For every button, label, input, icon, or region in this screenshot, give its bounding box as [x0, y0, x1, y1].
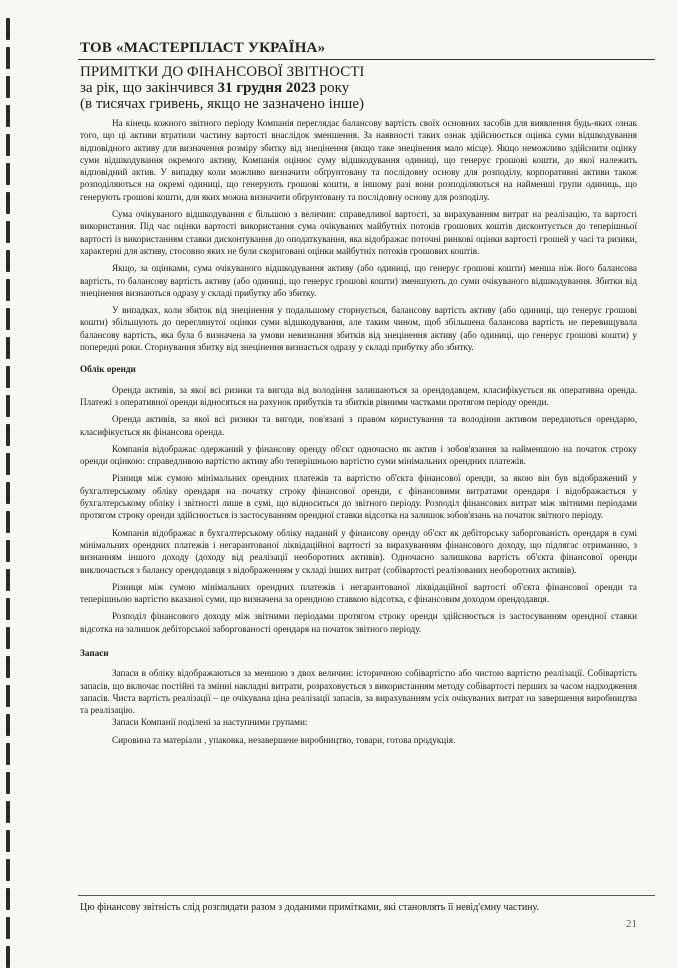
binding-hole [6, 192, 10, 214]
impairment-paragraph-4: У випадках, коли збиток від знецінення у подальшому сторнується, балансову вартість активу (або одиниці, що генерує грошові кошти) збільшують до переглянутої оцінки суми відшкодування, але таким чином, щоб збільшена балансова вартість не перевищувала балансову вартість, яка була б визначена за умови невизнання збитків від знецінення активу (або одиниці, що генерує грошові кошти) у попередні роки. Сторнування збитку від знецінення визнається одразу у складі прибутку або збитку. [80, 305, 637, 353]
binding-hole [6, 366, 10, 388]
document-title: ПРИМІТКИ ДО ФІНАНСОВОЇ ЗВІТНОСТІ [80, 64, 365, 80]
binding-hole [6, 18, 10, 40]
binding-hole [6, 424, 10, 446]
binding-hole [6, 830, 10, 852]
inventories-paragraph-2: Запаси Компанії поділені за наступними групами: [112, 717, 308, 728]
period-line [80, 80, 364, 96]
impairment-paragraph-1: На кінець кожного звітного періоду Компанія переглядає балансову вартість своїх основних засобів для виявлення будь-яких ознак того, що ці активи втратили частину вартості внаслідок зменшення. За наявності таких ознак здійснюється оцінка суми відшкодування відповідного активу для визначення розміру збитку від знецінення (якщо таке знецінення мало місце). Якщо неможливо здійснити оцінку суми відшкодування окремого активу, Компанія оцінює суму відшкодування одиниці, що генерує грошові кошти, до якої належить відповідний актив. У випадку коли можливо визначити обґрунтовану та послідовну основу для розподілу, корпоративні активи також розподіляються на окремі одиниці, що генерують грошові кошти, в іншому разі вони розподіляються на найменші групи одиниць, що генерують грошові кошти, для яких можна визначити обґрунтовану та послідовну основу для розподілу. [80, 118, 637, 202]
binding-hole [6, 685, 10, 707]
binding-hole [6, 772, 10, 794]
binding-hole [6, 656, 10, 678]
binding-hole [6, 337, 10, 359]
binding-hole [6, 743, 10, 765]
binding-hole [6, 482, 10, 504]
binding-hole [6, 221, 10, 243]
page-number: 21 [626, 918, 637, 930]
binding-hole [6, 540, 10, 562]
leases-paragraph-2: Оренда активів, за якої всі ризики та вигоди, пов'язані з правом користування та володіння активом передаються орендарю, класифікується як фінансова оренда. [80, 414, 637, 437]
binding-hole [6, 627, 10, 649]
binding-hole [6, 279, 10, 301]
binding-strip [0, 0, 24, 959]
binding-hole [6, 250, 10, 272]
binding-hole [6, 395, 10, 417]
binding-hole [6, 598, 10, 620]
leases-heading: Облік оренди [80, 364, 136, 375]
currency-note: (в тисячах гривень, якщо не зазначено інше) [80, 96, 365, 112]
period-date: 31 грудня 2023 [217, 80, 316, 96]
period-prefix: за рік, що закінчився [80, 80, 218, 96]
binding-hole [6, 946, 10, 968]
leases-paragraph-1: Оренда активів, за якої всі ризики та вигода від володіння залишаються за орендодавцем, класифікується як оперативна оренда. Платежі з оперативної оренди відносяться на рахунок прибутків та збитків рівними частками протягом періоду оренди. [80, 384, 637, 407]
impairment-paragraph-3: Якщо, за оцінками, сума очікуваного відшкодування активу (або одиниці, що генерує грошові кошти) менша ніж його балансова вартість, то балансову вартість активу (або одиниці, що генерує грошові кошти) зменшують до суми очікуваного відшкодування. Збитки від знецінення визнаються одразу у складі прибутку або збитку. [80, 263, 637, 298]
inventories-heading: Запаси [80, 647, 109, 658]
footer-note: Цю фінансову звітність слід розглядати разом з доданими примітками, які становлять її невід'ємну частину. [80, 902, 540, 913]
binding-hole [6, 134, 10, 156]
notes-body [80, 117, 637, 746]
leases-paragraph-3: Компанія відображає одержаний у фінансову оренду об'єкт одночасно як актив і зобов'язання за найменшою на початок строку оренди оцінкою: справедливою вартістю активу або теперішньою вартістю суми мінімальних орендних платежів. [80, 443, 637, 467]
header-rule [78, 59, 655, 60]
binding-hole [6, 917, 10, 939]
leases-paragraph-5: Компанія відображає в бухгалтерському обліку наданий у фінансову оренду об'єкт як дебіторську заборгованість орендаря в сумі мінімальних орендних платежів і негарантованої ліквідаційної вартості за вирахуванням фінансового доходу, що підлягає отриманню, з визнанням іншого доходу (доходу від реалізації необоротних активів). Одночасно залишкова вартість об'єкта фінансової оренди виключається з балансу орендодавця з відображенням у складі інших витрат (собівартості реалізованих необоротних активів). [80, 527, 637, 575]
binding-hole [6, 511, 10, 533]
document-title-block [80, 64, 364, 112]
binding-hole [6, 888, 10, 910]
binding-hole [6, 47, 10, 69]
binding-hole [6, 569, 10, 591]
inventories-paragraph-3: Сировина та матеріали , упаковка, незавершене виробництво, товари, готова продукція. [112, 734, 456, 745]
binding-hole [6, 105, 10, 127]
binding-hole [6, 308, 10, 330]
binding-hole [6, 76, 10, 98]
footer-rule [78, 895, 655, 896]
binding-hole [6, 714, 10, 736]
inventories-paragraph-1: Запаси в обліку відображаються за меншою з двох величин: історичною собівартістю або чистою вартістю реалізації. Собівартість запасів, що включає постійні та змінні накладні витрати, розраховується з використанням методу собівартості перших за часом надходження запасів. Чиста вартість реалізації – це очікувана ціна реалізації запасів, за вирахуванням усіх очікуваних витрат на завершення виробництва та реалізацію. [80, 668, 637, 716]
leases-paragraph-7: Розподіл фінансового доходу між звітними періодами протягом строку оренди здійснюється із застосуванням орендної ставки відсотка на залишок дебіторської заборгованості орендаря на початок звітного періоду. [80, 611, 637, 634]
impairment-paragraph-2: Сума очікуваного відшкодування є більшою з величин: справедливої вартості, за вирахуванням витрат на реалізацію, та вартості використання. Під час оцінки вартості використання сума очікуваних майбутніх потоків грошових коштів дисконтується до теперішньої вартості із використанням ставки дисконтування до оподаткування, яка відображає поточні ринкові оцінки вартості грошей у часі та ризики, характерні для активу, стосовно яких не були скориговані оцінки майбутніх потоків грошових коштів. [80, 209, 637, 256]
period-suffix: року [315, 80, 350, 96]
leases-paragraph-4: Різниця між сумою мінімальних орендних платежів та вартістю об'єкта фінансової оренди, за якою він був відображений у бухгалтерському обліку орендаря на початку строку фінансової оренди, є фінансовими витратами орендаря і відображається у бухгалтерському обліку і звітності лише в сумі, що відноситься до звітного періоду. Розподіл фінансових витрат між звітними періодами протягом строку оренди здійснюється із застосуванням орендної ставки відсотка на залишок зобов'язань на початок звітного періоду. [80, 473, 637, 521]
binding-hole [6, 801, 10, 823]
leases-paragraph-6: Різниця між сумою мінімальних орендних платежів і негарантованої ліквідаційної вартості об'єкта фінансової оренди та теперішньою вартістю вказаної суми, що визначена за орендною ставкою відсотка, є фінансовим доходом орендодавця. [80, 581, 637, 605]
binding-hole [6, 859, 10, 881]
company-name: ТОВ «МАСТЕРПЛАСТ УКРАЇНА» [80, 40, 326, 56]
binding-hole [6, 163, 10, 185]
binding-hole [6, 453, 10, 475]
